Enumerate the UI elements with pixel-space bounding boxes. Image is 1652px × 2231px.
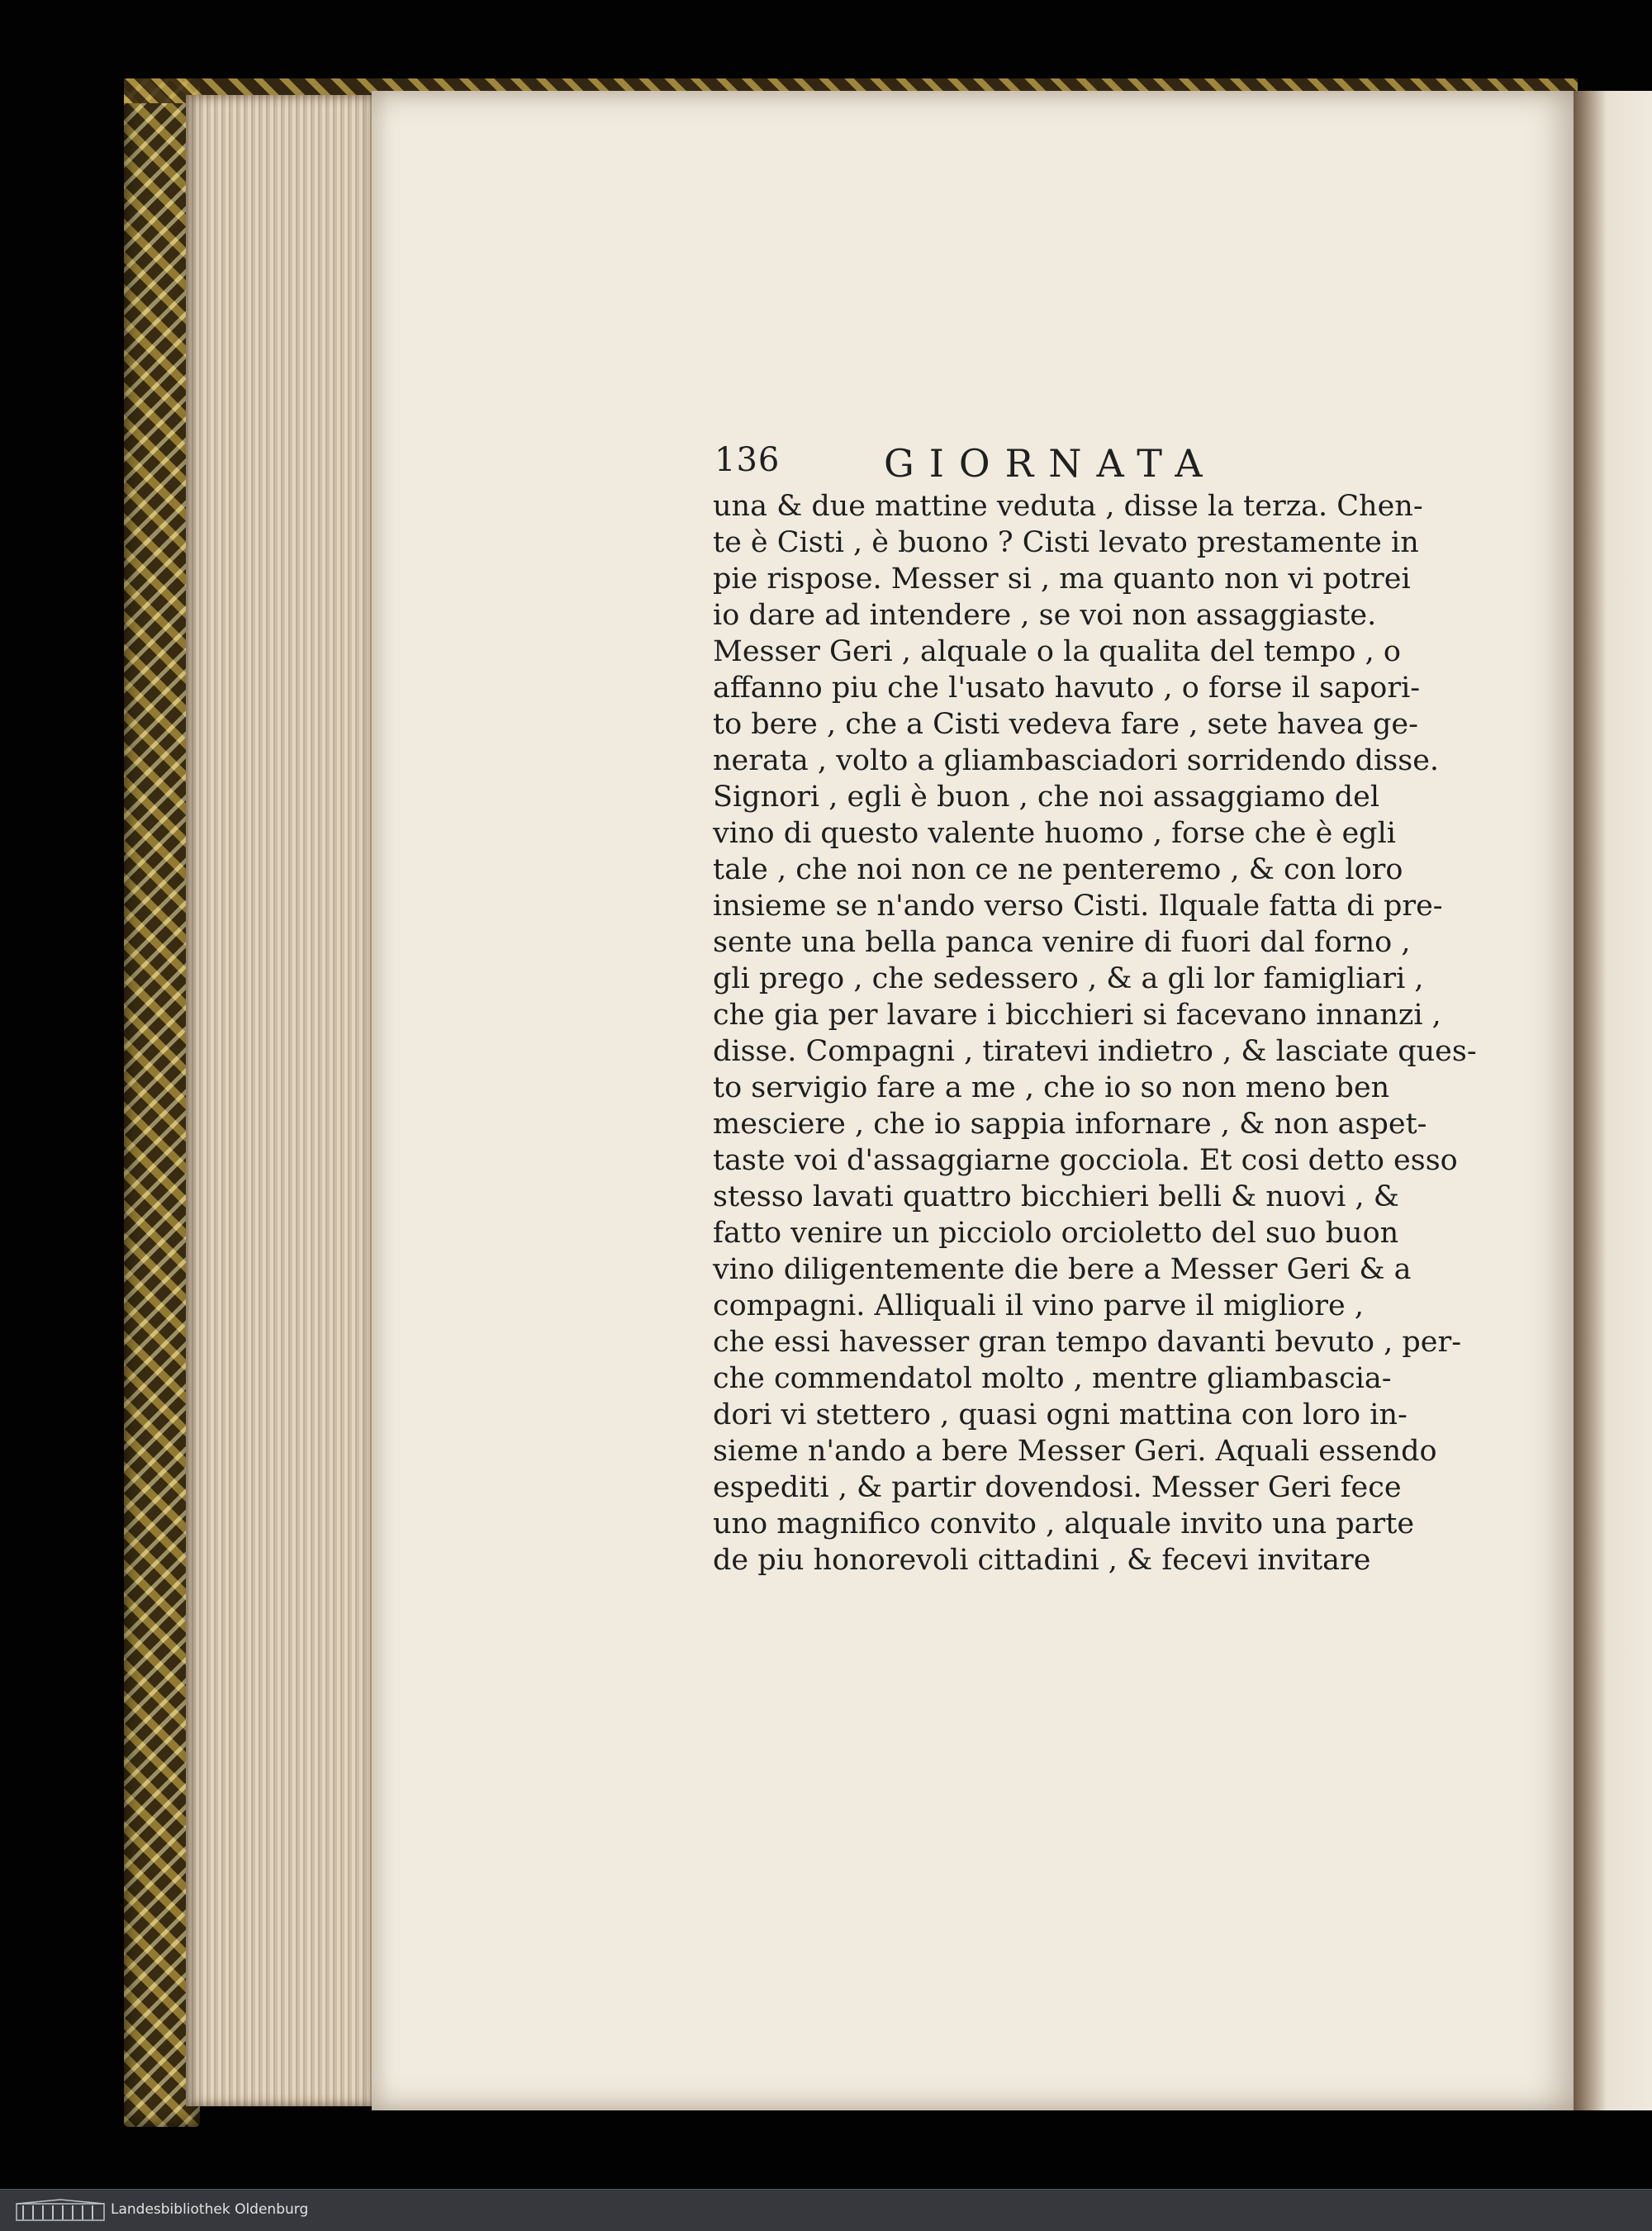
text-line: disse. Compagni , tiratevi indietro , & lasciate ques- (713, 1035, 1477, 1068)
text-line: mesciere , che io sappia infornare , & non aspet- (713, 1108, 1427, 1141)
text-line: che gia per lavare i bicchieri si facevano innanzi , (713, 999, 1441, 1032)
text-line: to bere , che a Cisti vedeva fare , sete havea ge- (713, 708, 1418, 741)
text-line: taste voi d'assaggiarne gocciola. Et cosi detto esso (713, 1144, 1458, 1177)
text-line: uno magnifico convito , alquale invito una parte (713, 1507, 1415, 1540)
text-line: tale , che noi non ce ne penteremo , & con loro (713, 853, 1403, 886)
text-line: te è Cisti , è buono ? Cisti levato prestamente in (713, 526, 1419, 559)
library-footer (0, 2189, 1652, 2231)
page-gutter (1574, 91, 1652, 2110)
page-fore-edge (186, 95, 376, 2106)
text-line: dori vi stettero , quasi ogni mattina con loro in- (713, 1398, 1408, 1431)
main-text (713, 489, 1477, 1588)
text-line: affanno piu che l'usato havuto , o forse il sapori- (713, 672, 1421, 705)
text-line: sieme n'ando a bere Messer Geri. Aquali essendo (713, 1435, 1437, 1468)
page-header (714, 441, 1351, 491)
running-head: GIORNATA (884, 441, 1218, 486)
text-line: che essi havesser gran tempo davanti bevuto , per- (713, 1326, 1462, 1359)
text-line: fatto venire un picciolo orcioletto del suo buon (713, 1217, 1399, 1250)
text-line: compagni. Alliquali il vino parve il migliore , (713, 1289, 1364, 1322)
text-line: nerata , volto a gliambasciadori sorridendo disse. (713, 744, 1440, 777)
text-line: to servigio fare a me , che io so non meno ben (713, 1071, 1390, 1104)
text-line: vino di questo valente huomo , forse che è egli (713, 817, 1396, 850)
text-line: gli prego , che sedessero , & a gli lor famigliari , (713, 962, 1424, 995)
text-line: Messer Geri , alquale o la qualita del tempo , o (713, 635, 1401, 668)
text-line: stesso lavati quattro bicchieri belli & nuovi , & (713, 1180, 1399, 1213)
text-line: che commendatol molto , mentre gliambascia- (713, 1362, 1392, 1395)
text-line: Signori , egli è buon , che noi assaggiamo del (713, 781, 1380, 814)
text-line: insieme se n'ando verso Cisti. Ilquale fatta di pre- (713, 890, 1443, 923)
library-name: Landesbibliothek Oldenburg (111, 2201, 309, 2218)
text-line: una & due mattine veduta , disse la terza. Chen- (713, 490, 1423, 523)
text-line: vino diligentemente die bere a Messer Geri & a (713, 1253, 1412, 1286)
text-line: io dare ad intendere , se voi non assaggiaste. (713, 599, 1377, 632)
text-line: espediti , & partir dovendosi. Messer Geri fece (713, 1471, 1402, 1504)
text-line: de piu honorevoli cittadini , & fecevi invitare (713, 1544, 1371, 1577)
text-line: sente una bella panca venire di fuori dal forno , (713, 926, 1411, 959)
text-line: pie rispose. Messer si , ma quanto non vi potrei (713, 562, 1411, 596)
page-number: 136 (714, 441, 781, 479)
library-building-logo-icon (15, 2199, 107, 2222)
